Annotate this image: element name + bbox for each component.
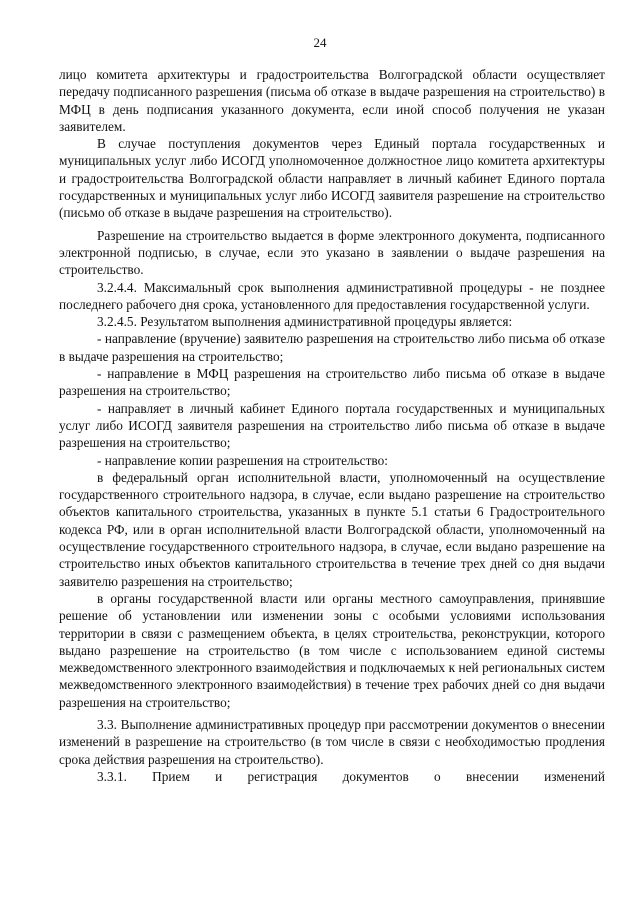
paragraph-3-3: 3.3. Выполнение административных процедур при рассмотрении документов о внесении изменений в разрешение на строительство (в том числе в связи с необходимостью продления срока действия разрешения на строительство).	[59, 716, 605, 767]
paragraph-mfc-transfer: лицо комитета архитектуры и градостроительства Волгоградской области осуществляет передачу подписанного разрешения (письма об отказе в выдаче разрешения на строительство) в МФЦ в день подписания указанного документа, если иной способ получения не указан заявителем.	[59, 67, 605, 134]
page-number: 24	[313, 35, 327, 50]
paragraph-portal-submission: В случае поступления документов через Единый портала государственных и муниципальных услуг либо ИСОГД уполномоченное должностное лицо комитета архитектуры и градостроительства Волгоградской области направляет в личный кабинет Единого портала государственных и муниципальных услуг либо ИСОГД заявителя разрешение на строительство (письмо об отказе в выдаче разрешения на строительство).	[59, 136, 605, 221]
list-item-delivery-to-mfc: - направление в МФЦ разрешения на строительство либо письма об отказе в выдаче разрешения на строительство;	[59, 366, 605, 399]
paragraph-electronic-permit: Разрешение на строительство выдается в форме электронного документа, подписанного электронной подписью, в случае, если это указано в заявлении о выдаче разрешения на строительство.	[59, 227, 605, 278]
paragraph-federal-authority: в федеральный орган исполнительной власти, уполномоченный на осуществление государственного строительного надзора, в случае, если выдано разрешение на строительство объектов капитального строительства, указанных в пункте 5.1 статьи 6 Градостроительного кодекса РФ, или в орган исполнительной власти Волгоградской области, уполномоченный на осуществление государственного строительного надзора, в случае, если выдано разрешение на строительство иных объектов капитального строительства в течение трех дней со дня выдачи заявителю разрешения на строительство;	[59, 469, 605, 589]
document-body	[59, 66, 605, 785]
list-item-personal-cabinet: - направляет в личный кабинет Единого портала государственных и муниципальных услуг либо ИСОГД заявителя разрешения на строительство либо письма об отказе в выдаче разрешения на строительство;	[59, 400, 605, 451]
paragraph-3-2-4-4: 3.2.4.4. Максимальный срок выполнения административной процедуры - не позднее последнего рабочего дня срока, установленного для предоставления государственной услуги.	[59, 279, 605, 312]
paragraph-local-authorities: в органы государственной власти или органы местного самоуправления, принявшие решение об установлении или изменении зоны с особыми условиями использования территории в связи с размещением объекта, в целях строительства, реконструкции, которого выдано разрешение на строительство (в том числе с использованием единой системы межведомственного электронного взаимодействия и подключаемых к ней региональных систем межведомственного электронного взаимодействия) в течение трех рабочих дней со дня выдачи разрешения на строительство;	[59, 590, 605, 710]
paragraph-3-3-1: 3.3.1. Прием и регистрация документов о внесении изменений	[97, 768, 605, 784]
list-item-permit-copy: - направление копии разрешения на строительство:	[97, 452, 388, 468]
paragraph-3-2-4-5: 3.2.4.5. Результатом выполнения административной процедуры является:	[97, 314, 513, 330]
list-item-delivery-to-applicant: - направление (вручение) заявителю разрешения на строительство либо письма об отказе в выдаче разрешения на строительство;	[59, 331, 605, 364]
